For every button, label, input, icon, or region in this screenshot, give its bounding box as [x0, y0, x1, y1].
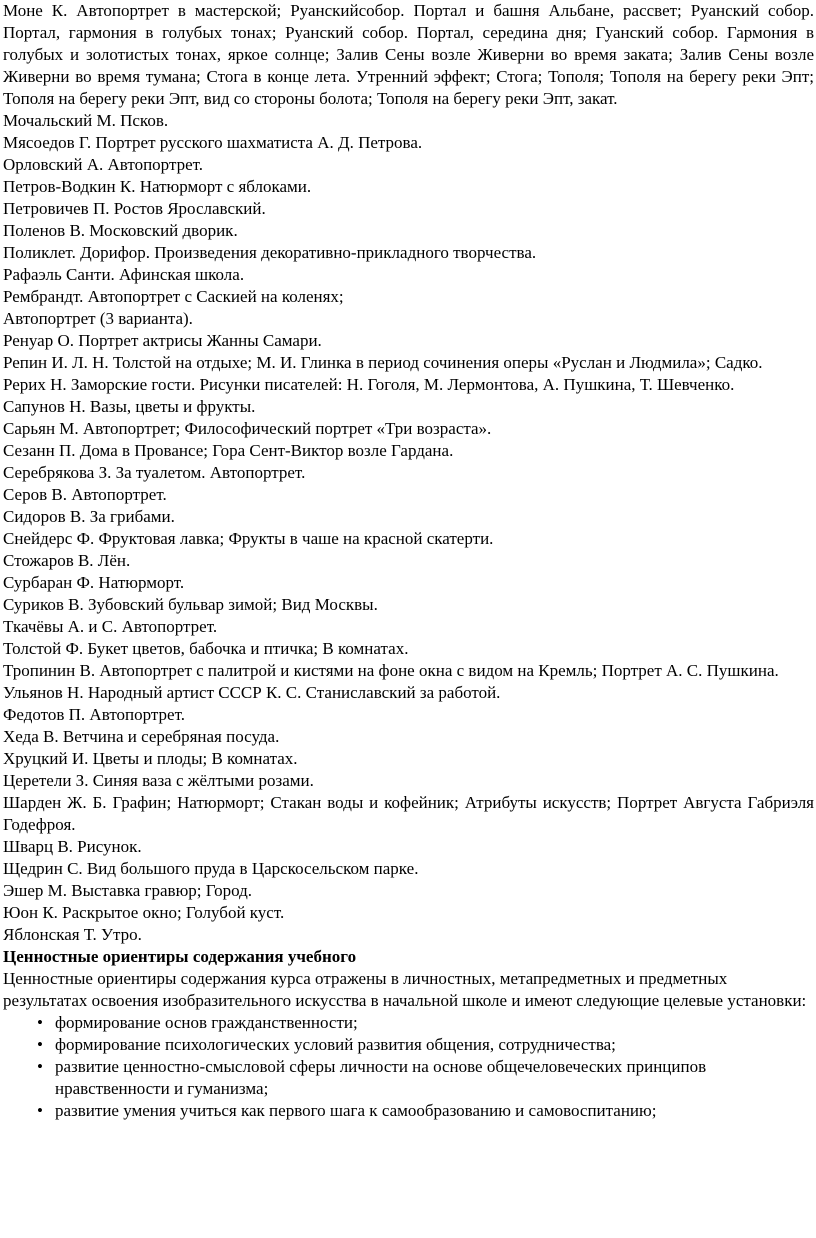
list-item: Тропинин В. Автопортрет с палитрой и кистями на фоне окна с видом на Кремль; Портрет А. С. Пушкина.	[3, 661, 779, 680]
list-item: Церетели З. Синяя ваза с жёлтыми розами.	[3, 771, 314, 790]
list-item: Поленов В. Московский дворик.	[3, 221, 238, 240]
list-item: Поликлет. Дорифор. Произведения декоративно-прикладного творчества.	[3, 243, 537, 262]
list-item: Шварц В. Рисунок.	[3, 837, 142, 856]
list-item: Федотов П. Автопортрет.	[3, 705, 185, 724]
goals-list-item	[31, 1100, 814, 1122]
list-item: Стожаров В. Лён.	[3, 551, 131, 570]
list-item: Сидоров В. За грибами.	[3, 507, 175, 526]
goals-list-item	[31, 1056, 814, 1100]
list-item: Репин И. Л. Н. Толстой на отдыхе; М. И. Глинка в период сочинения оперы «Руслан и Людмила»; Садко.	[3, 353, 763, 372]
goals-list-item	[31, 1012, 814, 1034]
list-item: Серов В. Автопортрет.	[3, 485, 167, 504]
bullet-icon: •	[37, 1057, 43, 1076]
list-item: Юон К. Раскрытое окно; Голубой куст.	[3, 903, 285, 922]
list-item: Рембрандт. Автопортрет с Саскией на коленях;	[3, 287, 344, 306]
list-item: Ульянов Н. Народный артист СССР К. С. Станиславский за работой.	[3, 683, 501, 702]
bullet-icon: •	[37, 1013, 43, 1032]
goals-list-item	[31, 1034, 814, 1056]
list-item: Хруцкий И. Цветы и плоды; В комнатах.	[3, 749, 298, 768]
list-item: Автопортрет (3 варианта).	[3, 309, 193, 328]
list-item: Сапунов Н. Вазы, цветы и фрукты.	[3, 397, 256, 416]
list-item: Мочальский М. Псков.	[3, 111, 169, 130]
section-intro: Ценностные ориентиры содержания курса отражены в личностных, метапредметных и предметных результатах освоения изобразительного искусства в начальной школе и имеют следующие целевые установки:	[3, 969, 807, 1010]
list-item: Ренуар О. Портрет актрисы Жанны Самари.	[3, 331, 322, 350]
list-item: Суриков В. Зубовский бульвар зимой; Вид Москвы.	[3, 595, 378, 614]
goals-item-text: развитие умения учиться как первого шага к самообразованию и самовоспитанию;	[55, 1101, 657, 1120]
list-item: Мясоедов Г. Портрет русского шахматиста А. Д. Петрова.	[3, 133, 423, 152]
bullet-icon: •	[37, 1035, 43, 1054]
goals-item-text: развитие ценностно-смысловой сферы личности на основе общечеловеческих принципов нравственности и гуманизма;	[55, 1057, 707, 1098]
list-item: Сезанн П. Дома в Провансе; Гора Сент-Виктор возле Гардана.	[3, 441, 454, 460]
list-item: Хеда В. Ветчина и серебряная посуда.	[3, 727, 280, 746]
list-item: Сарьян М. Автопортрет; Философический портрет «Три возраста».	[3, 419, 492, 438]
list-item-monet: Моне К. Автопортрет в мастерской; Руанскийсобор. Портал и башня Альбане, рассвет; Руанский собор. Портал, гармония в голубых тонах; Руанский собор. Портал, середина дня; Гуанский собор. Гармония в голубых и золотистых тонах, яркое солнце; Залив Сены возле Живерни во время заката; Залив Сены возле Живерни во время тумана; Стога в конце лета. Утренний эффект; Стога; Тополя; Тополя на берегу реки Эпт; Тополя на берегу реки Эпт, вид со стороны болота; Тополя на берегу реки Эпт, закат.	[3, 1, 814, 108]
list-item: Эшер М. Выставка гравюр; Город.	[3, 881, 252, 900]
list-item: Шарден Ж. Б. Графин; Натюрморт; Стакан воды и кофейник; Атрибуты искусств; Портрет Августа Габриэля Годефроя.	[3, 793, 814, 834]
list-item: Сурбаран Ф. Натюрморт.	[3, 573, 185, 592]
list-item: Орловский А. Автопортрет.	[3, 155, 204, 174]
goals-item-text: формирование психологических условий развития общения, сотрудничества;	[55, 1035, 616, 1054]
list-item: Щедрин С. Вид большого пруда в Царскосельском парке.	[3, 859, 419, 878]
list-item: Ткачёвы А. и С. Автопортрет.	[3, 617, 218, 636]
list-item: Серебрякова З. За туалетом. Автопортрет.	[3, 463, 306, 482]
section-heading: Ценностные ориентиры содержания учебного	[3, 947, 357, 966]
list-item: Петров-Водкин К. Натюрморт с яблоками.	[3, 177, 312, 196]
bullet-icon: •	[37, 1101, 43, 1120]
list-item: Рафаэль Санти. Афинская школа.	[3, 265, 245, 284]
list-item: Петровичев П. Ростов Ярославский.	[3, 199, 266, 218]
list-item: Рерих Н. Заморские гости. Рисунки писателей: Н. Гоголя, М. Лермонтова, А. Пушкина, Т. Шевченко.	[3, 375, 735, 394]
list-item: Снейдерс Ф. Фруктовая лавка; Фрукты в чаше на красной скатерти.	[3, 529, 494, 548]
list-item: Яблонская Т. Утро.	[3, 925, 142, 944]
list-item: Толстой Ф. Букет цветов, бабочка и птичка; В комнатах.	[3, 639, 409, 658]
goals-item-text: формирование основ гражданственности;	[55, 1013, 358, 1032]
goals-list	[3, 1012, 814, 1122]
